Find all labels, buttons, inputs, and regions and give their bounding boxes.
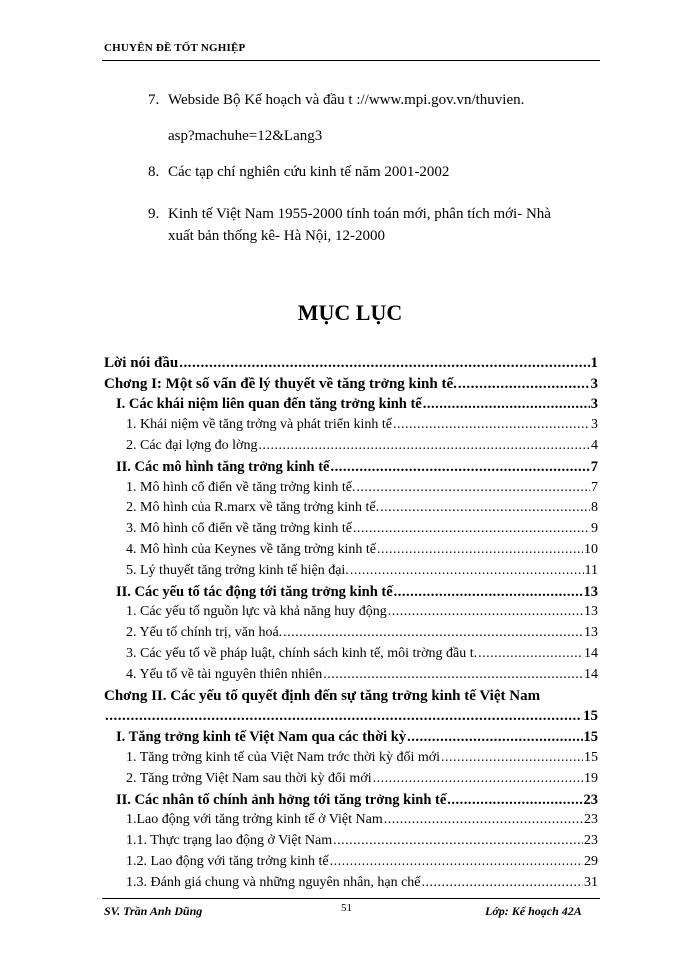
- toc-entry-label: 2. Các đại lợng đo lờng: [126, 437, 258, 453]
- toc-entry-label: Chơng II. Các yếu tố quyết định đến sự tăng trởng kinh tế Việt Nam: [104, 687, 541, 704]
- reference-number: 8.: [148, 164, 160, 180]
- toc-entry-label: I. Các khái niệm liên quan đến tăng trởng kinh tế: [116, 396, 422, 413]
- toc-entry-page: 31: [584, 874, 598, 890]
- toc-entry-label: 4. Mô hình của Keynes về tăng trởng kinh tế: [126, 541, 377, 557]
- toc-entry[interactable]: [104, 496, 598, 517]
- toc-entry-label: II. Các yếu tố tác động tới tăng trởng kinh tế: [116, 583, 393, 600]
- reference-line: xuất bản thống kê- Hà Nội, 12-2000: [168, 228, 386, 244]
- toc-entry-label: 3. Mô hình cổ điển về tăng trởng kinh tế: [126, 521, 352, 537]
- toc-entry[interactable]: [104, 808, 598, 829]
- toc-entry-label: 2. Mô hình của R.marx về tăng trởng kinh tế.: [126, 500, 380, 516]
- toc-entry[interactable]: [104, 350, 598, 371]
- toc-entry[interactable]: [104, 392, 598, 413]
- toc-entry-page: 10: [584, 541, 598, 557]
- toc-entry-label: 1. Khái niệm về tăng trởng và phát triển kinh tế: [126, 417, 392, 433]
- toc-entry-label: 1. Tăng trởng kinh tế của Việt Nam trớc thời kỳ đổi mới: [126, 749, 441, 765]
- toc-entry[interactable]: [104, 412, 598, 433]
- toc-entry-page: 29: [584, 853, 598, 869]
- toc-entry-label: 4. Yếu tố về tài nguyên thiên nhiên: [126, 666, 323, 682]
- reference-number: 7.: [148, 92, 160, 108]
- toc-entry[interactable]: [104, 371, 598, 392]
- toc-entry[interactable]: [104, 662, 598, 683]
- reference-line: asp?machuhe=12&Lang3: [168, 128, 323, 144]
- page-header: CHUYÊN ĐỀ TỐT NGHIỆP: [104, 42, 246, 54]
- toc-entry-continuation[interactable]: [104, 704, 598, 725]
- toc-entry-label: 2. Yếu tố chính trị, văn hoá.: [126, 625, 283, 641]
- reference-line: Kinh tế Việt Nam 1955-2000 tính toán mới, phân tích mới- Nhà: [168, 206, 551, 222]
- toc-entry-page: 9: [591, 521, 598, 537]
- toc-entry-label: I. Tăng trởng kinh tế Việt Nam qua các thời kỳ: [116, 729, 407, 746]
- table-of-contents: [104, 350, 598, 891]
- toc-entry-page: 19: [584, 770, 598, 786]
- toc-entry-page: 7: [590, 458, 598, 475]
- toc-entry-label: 1.3. Đánh giá chung và những nguyên nhân, hạn chế: [126, 874, 421, 890]
- toc-entry-page: 1: [590, 354, 598, 371]
- page-number: 51: [341, 902, 352, 914]
- toc-entry[interactable]: [104, 475, 598, 496]
- toc-entry-page: 13: [583, 583, 598, 600]
- toc-entry-label: II. Các mô hình tăng trởng kinh tế: [116, 458, 330, 475]
- toc-entry-label: 1.1. Thực trạng lao động ở Việt Nam: [126, 833, 333, 849]
- toc-entry-label: 1. Mô hình cổ điển về tăng trởng kinh tế.: [126, 479, 356, 495]
- toc-entry[interactable]: [104, 516, 598, 537]
- toc-entry-page: 13: [584, 625, 598, 641]
- toc-entry-label: Lời nói đầu: [104, 354, 179, 371]
- toc-entry[interactable]: [104, 641, 598, 662]
- toc-entry[interactable]: [104, 787, 598, 808]
- toc-entry[interactable]: [104, 849, 598, 870]
- toc-entry[interactable]: [104, 620, 598, 641]
- toc-entry-label: 3. Các yếu tố về pháp luật, chính sách kinh tế, môi trờng đầu t.: [126, 645, 478, 661]
- toc-entry[interactable]: [104, 766, 598, 787]
- header-divider: [102, 60, 600, 61]
- toc-entry-page: 4: [591, 437, 598, 453]
- toc-entry-label: 2. Tăng trởng Việt Nam sau thời kỳ đổi mới: [126, 770, 372, 786]
- toc-entry[interactable]: [104, 579, 598, 600]
- reference-number: 9.: [148, 206, 160, 222]
- toc-entry-page: 23: [584, 812, 598, 828]
- toc-entry-page: 11: [584, 562, 598, 578]
- toc-entry-label: 1. Các yếu tố nguồn lực và khả năng huy động: [126, 604, 387, 620]
- toc-entry-label: Chơng I: Một số vấn đề lý thuyết về tăng trởng kinh tế.: [104, 375, 457, 392]
- toc-entry-page: 13: [584, 604, 598, 620]
- toc-entry[interactable]: [104, 600, 598, 621]
- toc-entry-label: II. Các nhân tố chính ảnh hởng tới tăng trởng kinh tế: [116, 791, 447, 808]
- toc-entry[interactable]: [104, 433, 598, 454]
- reference-line: Các tạp chí nghiên cứu kinh tế năm 2001-2002: [168, 164, 450, 180]
- toc-entry-label: 5. Lý thuyết tăng trởng kinh tế hiện đại.: [126, 562, 349, 578]
- footer-author: SV. Trần Anh Dũng: [104, 904, 203, 918]
- footer-divider: [102, 898, 600, 899]
- toc-entry[interactable]: [104, 683, 598, 704]
- toc-entry-label: 1.Lao động với tăng trởng kinh tế ở Việt Nam: [126, 812, 383, 828]
- toc-entry-page: 7: [591, 479, 598, 495]
- toc-entry-page: 3: [590, 375, 598, 392]
- toc-entry-page: 15: [583, 729, 598, 746]
- toc-entry-page: 14: [584, 645, 598, 661]
- toc-entry-page: 15: [584, 749, 598, 765]
- toc-entry-page: 15: [583, 708, 598, 725]
- toc-entry[interactable]: [104, 454, 598, 475]
- reference-line: Webside Bộ Kế hoạch và đầu t ://www.mpi.gov.vn/thuvien.: [168, 92, 525, 108]
- footer-class: Lớp: Kế hoạch 42A: [485, 904, 582, 918]
- toc-entry[interactable]: [104, 558, 598, 579]
- toc-title: MỤC LỤC: [297, 300, 403, 325]
- toc-entry[interactable]: [104, 724, 598, 745]
- toc-entry-page: 8: [591, 500, 598, 516]
- toc-entry-page: 23: [584, 833, 598, 849]
- toc-entry-page: 3: [590, 396, 598, 413]
- toc-entry[interactable]: [104, 870, 598, 891]
- toc-entry-page: 14: [584, 666, 598, 682]
- toc-entry-page: 23: [583, 791, 598, 808]
- toc-entry[interactable]: [104, 745, 598, 766]
- toc-entry[interactable]: [104, 828, 598, 849]
- toc-entry[interactable]: [104, 537, 598, 558]
- toc-entry-label: 1.2. Lao động với tăng trởng kinh tế: [126, 853, 329, 869]
- toc-entry-page: 3: [591, 417, 598, 433]
